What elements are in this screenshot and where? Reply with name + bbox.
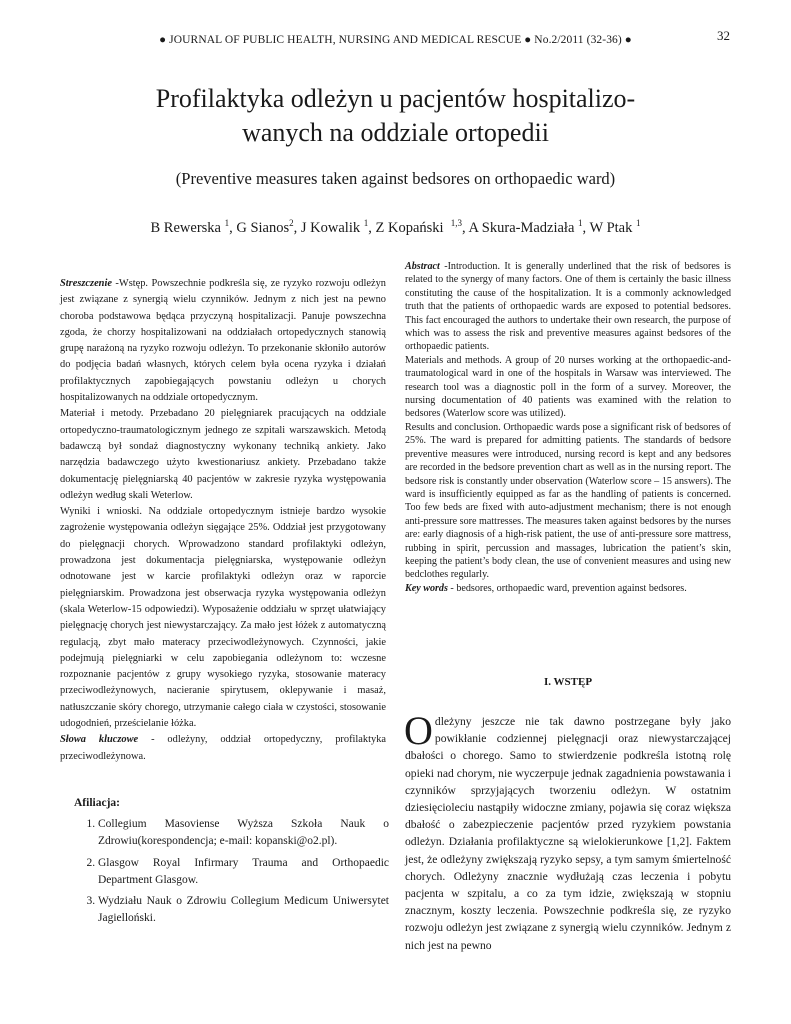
author: G Sianos$^2$, (236, 218, 301, 236)
abstract-label: Abstract (405, 261, 440, 272)
abstract-intro: Abstract -Introduction. It is generally underlined that the risk of bedsores is related to the synergy of many factors. One of them is certainly the basic illness constituting the cause of the hospitalization. It is a commonly acknowledged truth that the patients of orthopaedic wards are exposed to potential bedsores. This fact encouraged the authors to undertake their own research, the purpose of which was to assess the risk and preventive measures against bedsores of the orthopaedic patients. (405, 261, 731, 353)
affiliations-list (74, 816, 389, 927)
affiliations-heading: Afiliacja: (74, 797, 120, 809)
affiliations (74, 795, 389, 931)
streszczenie-intro: Streszczenie -Wstęp. Powszechnie podkreśla się, ze ryzyko rozwoju odleżyn jest związane z synergią wielu czynników. Jednym z nich jest na pewno choroba podstawowa będąca przyczyną hospitalizacji. Panuje powszechna zgoda, że chorzy hospitalizowani na oddziałach ortopedycznych stanowią grupę narażoną na ryzyko rozwoju odleżyn. To przekonanie skłoniło autorów do podjęcia badań własnych, których celem była ocena ryzyka i działań profilaktycznych zapobiegających powstaniu odleżyn u chorych hospitalizowanych na oddziale ortopedycznym. (60, 278, 386, 404)
author: Z Kopański $^{1,3}$, (375, 218, 469, 236)
streszczenie-column (60, 276, 386, 765)
affiliation-item: 2. Glasgow Royal Infirmary Trauma and Orthopaedic Department Glasgow. (98, 855, 389, 889)
page-number: 32 (717, 28, 730, 43)
abstract-results: Results and conclusion. Orthopaedic wards pose a significant risk of bedsores of 25%. The ward is prepared for admitting patients. The standards of bedsore preventive measures were introduced, nursing record is kept and any bedsores are recorded in the bedsore prevention chart as well as in the nursing report. The bedsore risk is constantly under observation (Waterlow score – 15 answers). The ward is insufficiently equipped as far as the handling of patients is concerned. Too few beds are fixed with auto-adjustment mechanism; there is not enough anti-pressure sore mattresses. The measures taken against bedsores by the nurses are: early diagnosis of a high-risk patient, the use of anti-pressure sore mattress, rubbing in spirit, percussion and massages, lubrication the patient’s skin, keeping the patient’s body clean, the use of convenient measures and using new bedclothes regularly. (405, 421, 731, 581)
title-line-2: wanych na oddziale ortopedii (242, 118, 549, 147)
author: W Ptak $^1$ (589, 218, 641, 236)
affiliation-item: 3. Wydziału Nauk o Zdrowiu Collegium Medicum Uniwersytet Jagielloński. (98, 893, 389, 927)
title-line-1: Profilaktyka odleżyn u pacjentów hospitalizo- (155, 84, 636, 113)
streszczenie-label: Streszczenie (60, 278, 112, 289)
abstract-column (405, 260, 731, 595)
section-heading: I. WSTĘP (543, 676, 593, 688)
streszczenie-methods: Materiał i metody. Przebadano 20 pielęgniarek pracujących na oddziale ortopedyczno-traumatologicznym jednego ze szpitali warszawskich. Metodą badawczą był sondaż diagnostyczny wykonany techniką ankiety. Jako narzędzia badawczego użyto kwestionariusz ankiety. Przebadano także dokumentację pielęgniarską 40 pacjentów w zakresie ryzyka występowania odleżyn według skali Weterlow. (60, 408, 386, 501)
drop-cap: O (404, 708, 433, 753)
abstract-keywords: Key words - bedsores, orthopaedic ward, prevention against bedsores. (405, 582, 687, 594)
affiliation-item: 1. Collegium Masoviense Wyższa Szkoła Nauk o Zdrowiu(korespondencja; e-mail: kopanski@o2.pl). (98, 816, 389, 850)
keywords-label: Key words (405, 582, 448, 594)
journal-header: ● JOURNAL OF PUBLIC HEALTH, NURSING AND MEDICAL RESCUE ● No.2/2011 (32-36) ● (159, 34, 632, 46)
abstract-methods: Materials and methods. A group of 20 nurses working at the orthopaedic-and-traumatological ward in one of the hospitals in Warsaw was interviewed. The research tool was a diagnostic poll in the form of a survey. Moreover, the nursing documentation of 40 patients was examined with the relation to bedsores (Waterlow score was utilized). (405, 354, 731, 420)
author: B Rewerska $^1$, (150, 218, 237, 236)
author: A Skura-Madziała $^1$, (468, 218, 590, 236)
article-subtitle: (Preventive measures taken against bedsores on orthopaedic ward) (175, 169, 616, 188)
article-title (60, 82, 731, 150)
streszczenie-keywords: Słowa kluczowe - odleżyny, oddział ortopedyczny, profilaktyka przeciwodleżynowa. (60, 734, 387, 762)
author-list (60, 218, 731, 237)
author: J Kowalik $^1$, (300, 218, 376, 236)
keywords-label: Słowa kluczowe (60, 734, 139, 746)
section-body (404, 708, 731, 954)
streszczenie-results: Wyniki i wnioski. Na oddziale ortopedycznym istnieje bardzo wysokie zagrożenie występowania odleżyn sięgające 25%. Oddział jest przygotowany do pielęgnacji chorych. Wprowadzono standard profilaktyki odleżyn, prowadzona jest dokumentacja pielęgniarska, występowanie odleżyn odnotowane jest w karcie profilaktyki odleżyn oraz w raporcie pielęgniarskim. Prowadzona jest obserwacja ryzyka występowania odleżyn (skala Weterlow-15 odpowiedzi). Wyposażenie oddziału w sprzęt ułatwiający pielęgnację chorych jest niewystarczający. Za mało jest łóżek z automatyczną regulacją, zbyt mało materacy przeciwodleżynowych. Czynności, jakie podejmują pielęgniarki w celu zapobiegania odleżynom to: wczesne rozpoznanie pacjentów z grupy wysokiego ryzyka, stosowanie materacy przeciwodleżynowych, nacieranie spirytusem, oklepywanie i masaż, natłuszczanie skóry chorego, utrzymanie całego ciała w czystości, stosowanie udogodnień, prześcielanie łóżka. (60, 506, 386, 730)
section-text: dleżyny jeszcze nie tak dawno postrzegane były jako powikłanie codziennej pielęgnacji oraz niewystarczającej dbałości o chorego. Samo to stwierdzenie podkreśla istotną rolę opieki nad chorym, nie wyczerpuje jednak zagadnienia powstawania i czynników sprzyjających tworzeniu odleżyn. W ostatnim dziesięcioleciu nastąpiły widoczne zmiany, pojawia się coraz większa dbałość o zabezpieczenie pacjentów przed ryzykiem powstania odleżyn. Działania profilaktyczne są wielokierunkowe [1,2]. Faktem jest, że odleżyny zwiększają ryzyko sepsy, a tym samym śmiertelność chorych. Odleżyny znacznie wydłużają czas leczenia i pobytu pacjenta w szpitalu, a co za tym idzie, zwiększają w stopniu znacznym, koszty leczenia. Powszechnie podkreśla się, ze ryzyko rozwoju odleżyn jest związane z synergią wielu czynników. Jednym z nich jest na pewno (405, 715, 731, 952)
